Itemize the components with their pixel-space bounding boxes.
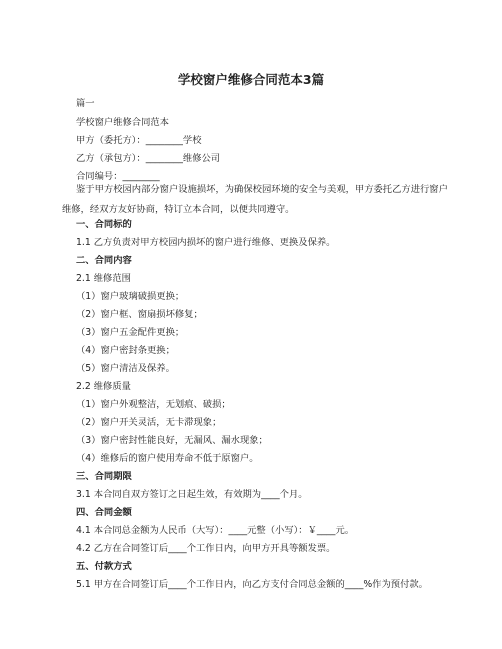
- heading-content: 二、合同内容: [76, 255, 132, 266]
- clause-3-1: 3.1 本合同自双方签订之日起生效，有效期为____个月。: [76, 489, 308, 500]
- preamble-paragraph: 鉴于甲方校园内部分窗户设施损坏，为确保校园环境的安全与美观，甲方委托乙方进行窗户维修，经双方友好协商，特订立本合同，以便共同遵守。: [62, 184, 448, 215]
- clause-2-2-item-3: （3）窗户密封性能良好，无漏风、漏水现象；: [76, 435, 268, 446]
- clause-2-1-item-4: （4）窗户密封条更换；: [76, 345, 175, 356]
- party-b: 乙方（承包方）：________维修公司: [76, 153, 221, 164]
- clause-4-1: 4.1 本合同总金额为人民币（大写）：____元整（小写）：￥____元。: [76, 525, 355, 536]
- document-title: 学校窗户维修合同范本3篇: [177, 72, 325, 87]
- clause-2-2-item-4: （4）维修后的窗户使用寿命不低于原窗户。: [76, 453, 259, 464]
- heading-subject: 一、合同标的: [76, 219, 132, 230]
- heading-amount: 四、合同金额: [76, 507, 132, 518]
- clause-2-1-item-2: （2）窗户框、窗扇损坏修复；: [76, 309, 203, 320]
- clause-5-1: 5.1 甲方在合同签订后____个工作日内，向乙方支付合同总金额的____%作为预付款。: [76, 579, 428, 590]
- section-label: 篇一: [76, 98, 95, 109]
- party-a: 甲方（委托方）：________学校: [76, 135, 202, 146]
- heading-payment: 五、付款方式: [76, 561, 132, 572]
- clause-2-2-item-1: （1）窗户外观整洁，无划痕、破损；: [76, 399, 231, 410]
- clause-2-1-item-3: （3）窗户五金配件更换；: [76, 327, 185, 338]
- clause-2-2: 2.2 维修质量: [76, 381, 131, 392]
- contract-name: 学校窗户维修合同范本: [76, 117, 169, 128]
- clause-2-1-item-5: （5）窗户清洁及保养。: [76, 363, 175, 374]
- clause-2-1: 2.1 维修范围: [76, 273, 131, 284]
- contract-number: 合同编号：________: [76, 171, 160, 182]
- clause-1-1: 1.1 乙方负责对甲方校园内损坏的窗户进行维修、更换及保养。: [76, 237, 336, 248]
- clause-4-2: 4.2 乙方在合同签订后____个工作日内，向甲方开具等额发票。: [76, 543, 336, 554]
- heading-term: 三、合同期限: [76, 471, 132, 482]
- clause-2-2-item-2: （2）窗户开关灵活，无卡滞现象；: [76, 417, 222, 428]
- clause-2-1-item-1: （1）窗户玻璃破损更换；: [76, 291, 185, 302]
